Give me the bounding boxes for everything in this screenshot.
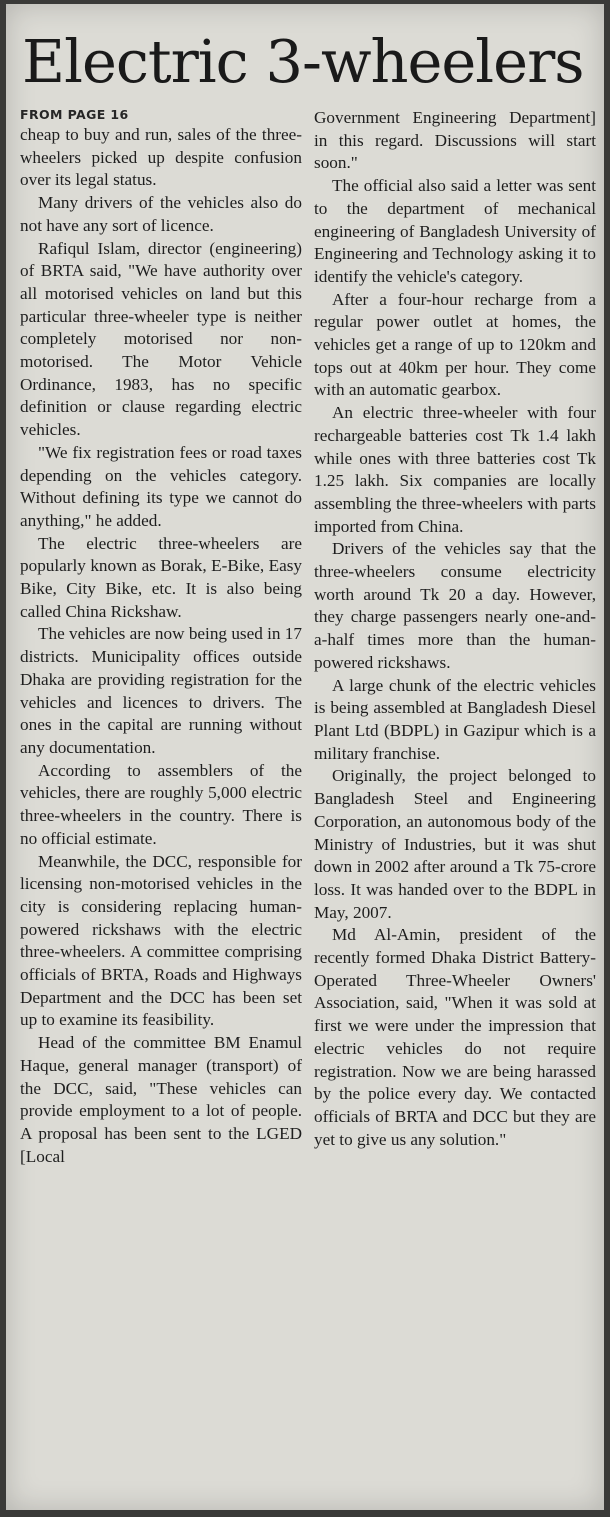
paragraph: "We fix registration fees or road taxes depending on the vehicles category. Without defining its type we cannot do anything," he added.: [20, 442, 302, 530]
paragraph: A large chunk of the electric vehicles is being assembled at Bangladesh Diesel Plant Ltd (BDPL) in Gazipur which is a military franchise.: [314, 675, 596, 763]
paragraph: After a four-hour recharge from a regular power outlet at homes, the vehicles get a range of up to 120km and tops out at 40km per hour. They come with an automatic gearbox.: [314, 289, 596, 400]
paragraph: cheap to buy and run, sales of the three-wheelers picked up despite confusion over its legal status.: [20, 125, 302, 190]
left-column: [20, 105, 302, 1168]
paragraph: Meanwhile, the DCC, responsible for licensing non-motorised vehicles in the city is considering replacing human-powered rickshaws with the electric three-wheelers. A committee comprising officials of BRTA, Roads and Highways Department and the DCC has been set up to examine its feasibility.: [20, 851, 302, 1030]
paragraph: Originally, the project belonged to Bangladesh Steel and Engineering Corporation, an autonomous body of the Ministry of Industries, but it was shut down in 2002 after around a Tk 75-crore loss. It was handed over to the BDPL in May, 2007.: [314, 766, 596, 922]
newspaper-clipping: [6, 4, 604, 1510]
paragraph: The vehicles are now being used in 17 districts. Municipality offices outside Dhaka are providing registration for the vehicles and licences to drivers. The ones in the capital are running without any documentation.: [20, 624, 302, 757]
paragraph: Drivers of the vehicles say that the three-wheelers consume electricity worth around Tk 20 a day. However, they charge passengers nearly one-and-a-half times more than the human-powered rickshaws.: [314, 539, 596, 672]
paragraph: Head of the committee BM Enamul Haque, general manager (transport) of the DCC, said, "These vehicles can provide employment to a lot of people. A proposal has been sent to the LGED [Local: [20, 1033, 302, 1166]
paragraph: The official also said a letter was sent to the department of mechanical engineering of Bangladesh University of Engineering and Technology asking it to identify the vehicle's category.: [314, 176, 596, 286]
paragraph: Md Al-Amin, president of the recently formed Dhaka District Battery-Operated Three-Wheeler Owners' Association, said, "When it was sold at first we were under the impression that electric vehicles do not require registration. Now we are being harassed by the police every day. We contacted officials of BRTA and DCC but they are yet to give us any solution.": [314, 925, 596, 1149]
paragraph: The electric three-wheelers are popularly known as Borak, E-Bike, Easy Bike, City Bike, etc. It is also being called China Rickshaw.: [20, 533, 302, 621]
paragraph: Government Engineering Department] in this regard. Discussions will start soon.": [314, 108, 596, 173]
paragraph: Rafiqul Islam, director (engineering) of BRTA said, "We have authority over all motorised vehicles on land but this particular three-wheeler type is neither completely motorised nor non-motorised. The Motor Vehicle Ordinance, 1983, has no specific definition or clause regarding electric vehicles.: [20, 238, 302, 440]
paragraph: Many drivers of the vehicles also do not have any sort of licence.: [20, 193, 302, 235]
kicker: FROM PAGE 16: [20, 107, 129, 122]
paragraph: According to assemblers of the vehicles, there are roughly 5,000 electric three-wheelers in the country. There is no official estimate.: [20, 760, 302, 848]
paragraph: An electric three-wheeler with four rechargeable batteries cost Tk 1.4 lakh while ones with three batteries cost Tk 1.25 lakh. Six companies are locally assembling the three-wheelers with parts imported from China.: [314, 403, 596, 536]
right-column: [314, 107, 596, 1151]
headline: Electric 3-wheelers: [22, 27, 584, 96]
